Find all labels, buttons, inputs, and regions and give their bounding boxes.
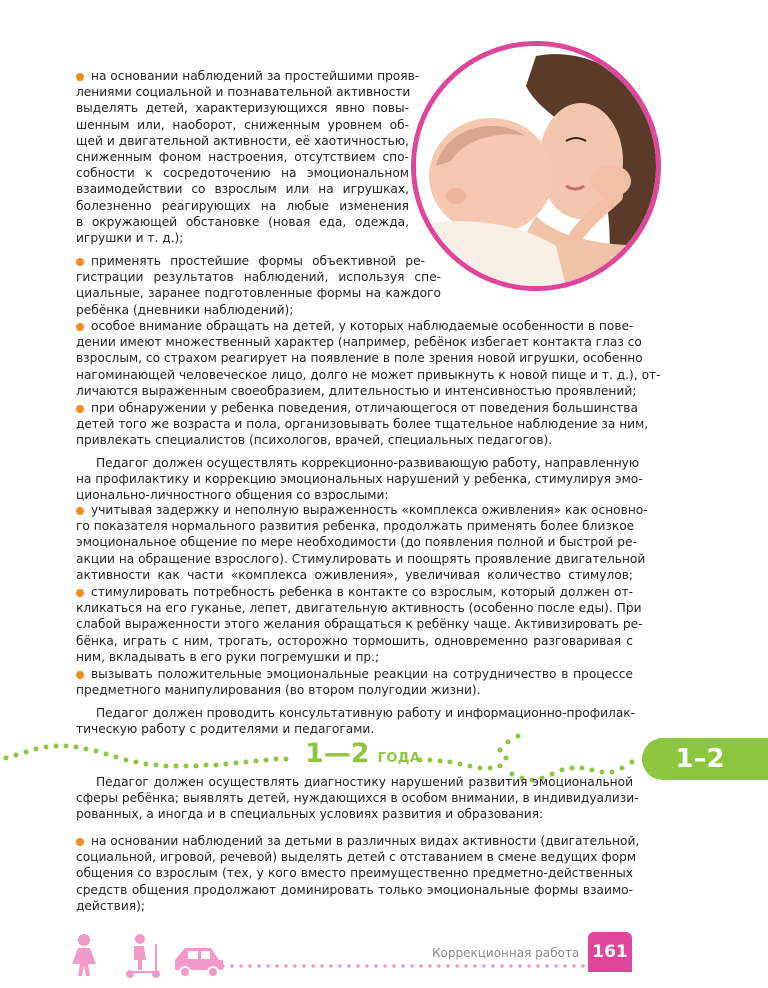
page-number: 161 (588, 932, 632, 972)
footer-section-label: Коррекционная работа (432, 946, 580, 960)
text-line: особое внимание обращать на детей, у которых наблюдаемые особенности в пове- (91, 319, 634, 333)
age-tab: 1–2 (642, 738, 768, 780)
text-line: активности как части «комплекса оживления», увеличивая количество стимулов; (76, 567, 633, 582)
section-title-number: 1—2 (305, 738, 370, 769)
bullet-icon (76, 507, 84, 515)
text-line: средств общения продолжают доминировать только эмоциональные формы взаимо- (76, 882, 633, 897)
list-item (76, 400, 649, 449)
list-item (76, 584, 643, 665)
list-item (76, 318, 661, 399)
text-line: в окружающей обстановке (новая еда, одежда, (76, 214, 409, 229)
text-line: на профилактику и коррекцию эмоциональных нарушений у ребенка, стимулируя эмо- (76, 472, 643, 487)
text-line: Педагог должен проводить консультативную работу и информационно-профилак- (96, 706, 636, 720)
section-title-unit: ГОДА (377, 751, 421, 766)
text-line: на основании наблюдений за детьми в различных видах активности (двигательной, (91, 834, 640, 848)
text-line: предметного манипулирования (во втором полугодии жизни). (76, 683, 481, 698)
bullet-icon (76, 73, 84, 81)
text-line: привлекать специалистов (психологов, врачей, специальных педагогов). (76, 433, 553, 448)
text-line: акции на обращение взрослого). Стимулировать и поощрять проявление двигательной (76, 551, 646, 566)
car-icon (175, 948, 223, 977)
text-line: взрослым, со страхом реагирует на появление в поле зрения новой игрушки, особенно (76, 351, 643, 366)
text-line: слабой выраженности этого желания обращаться к ребёнку чаще. Активизировать ре- (76, 617, 643, 632)
text-line: выделять детей, характеризующихся явно повы- (76, 101, 409, 116)
list-item (76, 666, 633, 698)
footer-dotted-line (220, 962, 590, 970)
text-line: вызывать положительные эмоциональные реакции на сотрудничество в процессе (91, 667, 633, 681)
footer-children-icons (70, 930, 225, 980)
text-line: действия); (76, 898, 145, 913)
bullet-icon (76, 405, 84, 413)
mother-baby-photo (411, 41, 661, 291)
text-line: сферы ребёнка; выявлять детей, нуждающихся в особом внимании, в индивидуализи- (76, 791, 639, 806)
text-line: учитывая задержку и неполную выраженность «комплекса оживления» как основно- (91, 503, 648, 517)
text-line: применять простейшие формы объективной ре- (91, 254, 425, 268)
child-scooter-icon (126, 934, 160, 978)
text-line: собности к сосредоточению на эмоциональном (76, 166, 409, 181)
bullet-icon (76, 589, 84, 597)
text-line: взаимодействии со взрослым или на игрушках, (76, 182, 409, 197)
text-line: сниженным фоном настроения, отсутствием спо- (76, 149, 409, 164)
bullet-icon (76, 838, 84, 846)
bullet-icon (76, 323, 84, 331)
text-line: кликаться на его гуканье, лепет, двигательную активность (особенно после еды). При (76, 601, 642, 616)
text-line: детей того же возраста и пола, организовывать более тщательное наблюдение за ним, (76, 417, 649, 432)
bullet-icon (76, 258, 84, 266)
text-line: общения со взрослым (тех, у кого вместо преимущественно предметно-действенных (76, 866, 633, 881)
text-line: нагоминающей человеческое лицо, долго не может привыкнуть к новой пище и т. д.), от- (76, 367, 661, 382)
photo-illustration (416, 46, 656, 286)
text-line: стимулировать потребность ребенка в контакте со взрослым, который должен от- (91, 585, 633, 599)
list-item (76, 502, 648, 583)
text-line: при обнаружении у ребенка поведения, отличающегося от поведения большинства (91, 401, 638, 415)
text-line: рованных, а иногда и в специальных условиях развития и образования: (76, 807, 544, 822)
text-line: дении имеют множественный характер (например, ребёнок избегает контакта глаз со (76, 335, 642, 350)
text-line: лениями социальной и познавательной активности (76, 85, 411, 100)
text-line: ним, вкладывать в его руки погремушки и пр.; (76, 649, 380, 664)
text-line: Педагог должен осуществлять коррекционно-развивающую работу, направленную (96, 456, 640, 470)
text-line: эмоциональное общение по мере необходимости (до появления полной и быстрой ре- (76, 535, 637, 550)
list-item (76, 68, 420, 246)
bullet-icon (76, 671, 84, 679)
text-line: болезненно реагирующих на любые изменения (76, 198, 409, 213)
text-line: социальной, игровой, речевой) выделять детей с отставанием в смене ведущих форм (76, 850, 637, 865)
text-line: ционально-личностного общения со взрослыми: (76, 488, 389, 503)
text-line: бёнка, играть с ним, трогать, осторожно тормошить, одновременно разговаривая с (76, 633, 633, 648)
text-line: тическую работу с родителями и педагогами. (76, 722, 375, 737)
text-line: личаются выраженным своеобразием, длительностью и интенсивностью проявлений; (76, 383, 637, 398)
girl-icon (72, 934, 96, 976)
text-line: шенным или, наоборот, сниженным уровнем об- (76, 117, 409, 132)
text-line: игрушки и т. д.); (76, 230, 184, 245)
text-line: гистрации результатов наблюдений, используя спе- (76, 270, 441, 285)
text-line: го показателя нормального развития ребенка, продолжать применять более близкое (76, 519, 635, 534)
text-line: щей и двигательной активности, её хаотичностью, (76, 133, 409, 148)
paragraph (76, 774, 639, 823)
paragraph (76, 455, 643, 504)
text-line: ребёнка (дневники наблюдений); (76, 302, 294, 317)
list-item (76, 253, 441, 318)
section-title (305, 738, 421, 778)
list-item (76, 833, 640, 914)
text-line: циальные, заранее подготовленные формы на каждого (76, 286, 441, 301)
text-line: Педагог должен осуществлять диагностику нарушений развития эмоциональной (96, 775, 633, 789)
text-line: на основании наблюдений за простейшими прояв- (91, 69, 420, 83)
